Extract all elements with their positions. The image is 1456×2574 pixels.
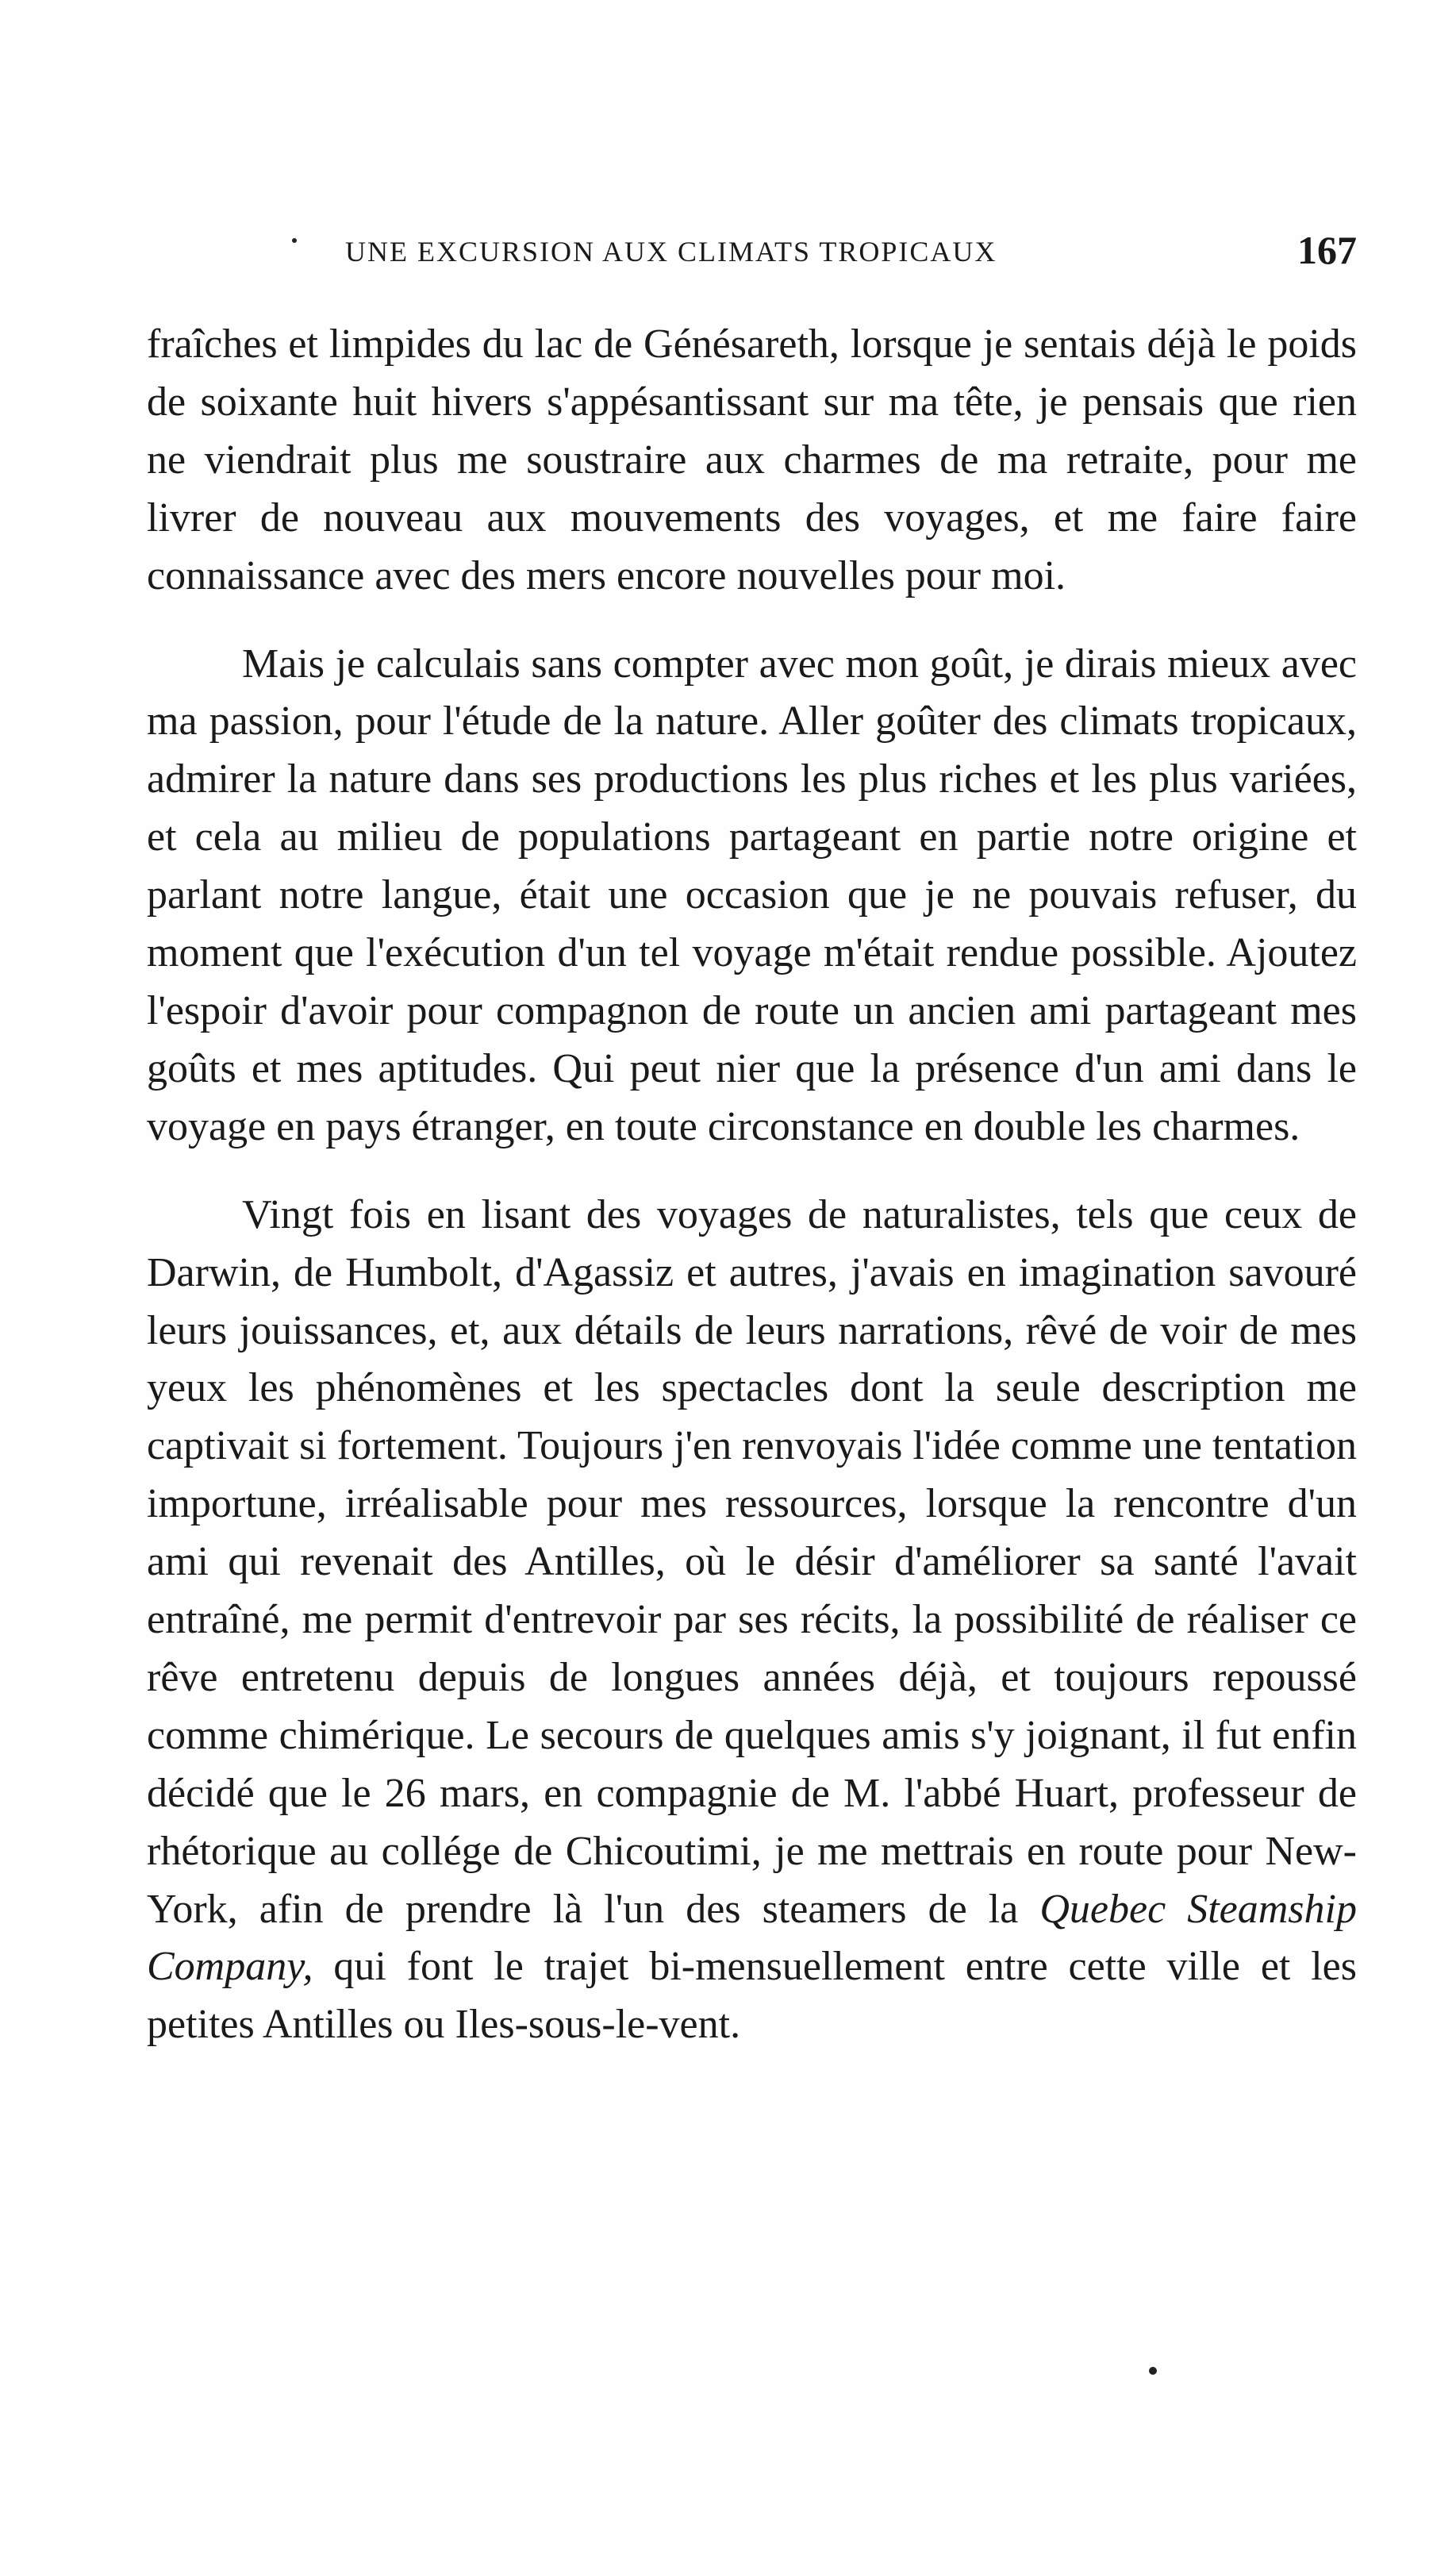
body-text [147,316,1357,2054]
paragraph-3-text-after-italic: qui font le trajet bi-mensuellement entre cette ville et les petites Antilles ou Iles-sous-le-vent. [147,1944,1357,2048]
page-number: 167 [1297,228,1357,272]
page-header [147,227,1357,275]
ink-speck [292,238,297,243]
paragraph-1: fraîches et limpides du lac de Génésareth, lorsque je sentais déjà le poids de soixante huit hivers s'appésantissant sur ma tête, je pensais que rien ne viendrait plus me soustraire aux charmes de ma retraite, pour me livrer de nouveau aux mouvements des voyages, et me faire faire connaissance avec des mers encore nouvelles pour moi. [147,321,1357,598]
company-name-italic: Quebec Steamship Company, [147,1886,1357,1990]
paragraph-3-text-before-italic: Vingt fois en lisant des voyages de naturalistes, tels que ceux de Darwin, de Humbolt, d'Agassiz et autres, j'avais en imagination savouré leurs jouissances, et, aux détails de leurs narrations, rêvé de voir de mes yeux les phénomènes et les spectacles dont la seule description me captivait si fortement. Toujours j'en renvoyais l'idée comme une tentation importune, irréalisable pour mes ressources, lorsque la rencontre d'un ami qui revenait des Antilles, où le désir d'améliorer sa santé l'avait entraîné, me permit d'entrevoir par ses récits, la possibilité de réaliser ce rêve entretenu depuis de longues années déjà, et toujours repoussé comme chimérique. Le secours de quelques amis s'y joignant, il fut enfin décidé que le 26 mars, en compagnie de M. l'abbé Huart, professeur de rhétorique au collége de Chicoutimi, je me mettrais en route pour New-York, afin de prendre là l'un des steamers de la [147,1191,1357,1932]
ink-speck [1149,2367,1157,2375]
paragraph-2: Mais je calculais sans compter avec mon goût, je dirais mieux avec ma passion, pour l'étude de la nature. Aller goûter des climats tropicaux, admirer la nature dans ses productions les plus riches et les plus variées, et cela au milieu de populations partageant en partie notre origine et parlant notre langue, était une occasion que je ne pouvais refuser, du moment que l'exécution d'un tel voyage m'était rendue possible. Ajoutez l'espoir d'avoir pour compagnon de route un ancien ami partageant mes goûts et mes aptitudes. Qui peut nier que la présence d'un ami dans le voyage en pays étranger, en toute circonstance en double les charmes. [147,641,1357,1149]
running-title: UNE EXCURSION AUX CLIMATS TROPICAUX [345,236,997,267]
paragraph-3 [147,1187,1357,2055]
